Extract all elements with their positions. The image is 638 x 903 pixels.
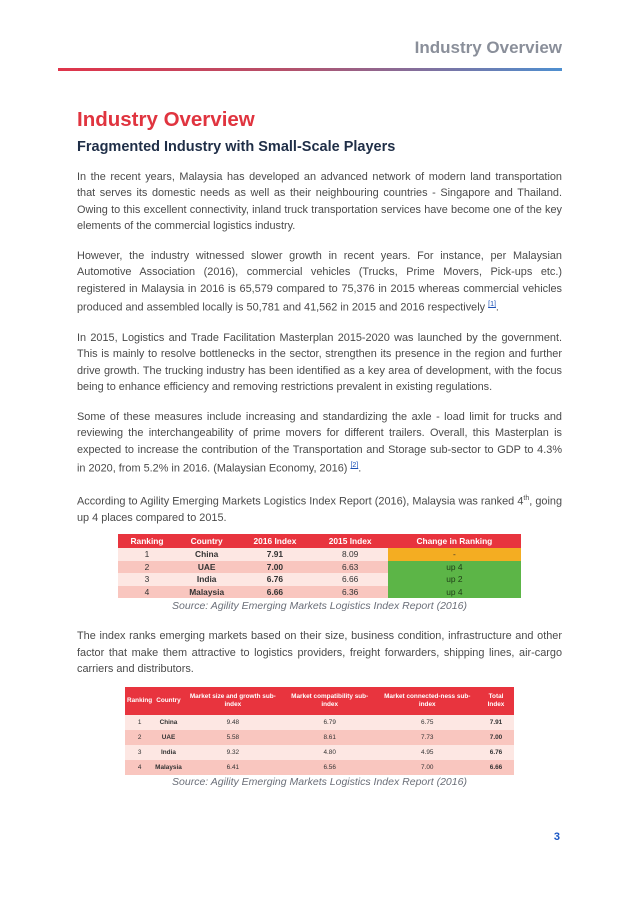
table-row	[118, 548, 521, 561]
table-cell: 5.58	[183, 730, 283, 745]
table-header-cell: Total Index	[478, 687, 514, 715]
header-divider	[58, 68, 562, 71]
table-cell: China	[176, 548, 237, 561]
table-cell: Malaysia	[176, 586, 237, 599]
table-cell: 6.66	[237, 586, 312, 599]
table-cell: 6.56	[283, 760, 376, 775]
sub-index-table-header-row	[125, 687, 514, 715]
paragraph-2-text: However, the industry witnessed slower growth in recent years. For instance, per Malaysian Automotive Association (2016), commercial vehicles (Trucks, Prime Movers, Pick-ups etc.) registered in Malaysia in 2016 is 65,579 compared to 75,376 in 2015 whereas commercial vehicles produced and assembled locally is 50,781 and 41,562 in 2015 and 2016 respectively	[77, 250, 562, 314]
table-cell: 7.91	[237, 548, 312, 561]
table-cell: 6.66	[478, 760, 514, 775]
table-header-cell: Change in Ranking	[388, 534, 521, 548]
table-cell: 1	[118, 548, 176, 561]
table-header-cell: 2016 Index	[237, 534, 312, 548]
table-2-caption: Source: Agility Emerging Markets Logistics Index Report (2016)	[172, 776, 467, 789]
change-cell: up 2	[388, 573, 521, 586]
paragraph-4: Some of these measures include increasing and standardizing the axle - load limit for trucks and reviewing the interchangeability of prime movers for different trailers. Overall, this Masterplan is expected to increase the contribution of the Transportation and Storage sub-sector to GDP to 4.3% in 2020, from 5.2% in 2016. (Malaysian Economy, 2016) [2].	[77, 411, 562, 475]
page-content	[77, 108, 562, 788]
table-header-cell: Ranking	[125, 687, 154, 715]
table-cell: 6.41	[183, 760, 283, 775]
table-cell: 4	[125, 760, 154, 775]
table-cell: 8.61	[283, 730, 376, 745]
table-cell: 4.95	[376, 745, 478, 760]
change-cell: -	[388, 548, 521, 561]
paragraph-2: However, the industry witnessed slower growth in recent years. For instance, per Malaysian Automotive Association (2016), commercial vehicles (Trucks, Prime Movers, Pick-ups etc.) registered in Malaysia in 2016 is 65,579 compared to 75,376 in 2015 whereas commercial vehicles produced and assembled locally is 50,781 and 41,562 in 2015 and 2016 respectively [1].	[77, 250, 562, 314]
table-cell: 7.00	[478, 730, 514, 745]
table-row	[125, 730, 514, 745]
table-cell: 4.80	[283, 745, 376, 760]
table-header-cell: Ranking	[118, 534, 176, 548]
table-cell: 9.32	[183, 745, 283, 760]
table-row	[125, 715, 514, 730]
change-cell: up 4	[388, 586, 521, 599]
paragraph-3: In 2015, Logistics and Trade Facilitation Masterplan 2015-2020 was launched by the government. This is mainly to resolve bottlenecks in the sector, strengthen its presence in the region and further drive growth. The trucking industry has been identified as a key area of development, with the focus being to enhance efficiency and removing restrictions prevalent in existing regulations.	[77, 332, 562, 393]
table-header-cell: Market compatibility sub-index	[283, 687, 376, 715]
table-header-cell: Country	[176, 534, 237, 548]
table-cell: 1	[125, 715, 154, 730]
table-cell: 4	[118, 586, 176, 599]
table-cell: UAE	[154, 730, 183, 745]
section-subtitle: Fragmented Industry with Small-Scale Players	[77, 139, 396, 155]
table-row	[118, 561, 521, 574]
running-header-title: Industry Overview	[414, 38, 562, 57]
ranking-table	[118, 534, 521, 598]
table-cell: 7.73	[376, 730, 478, 745]
reference-link-2[interactable]: [2]	[350, 462, 359, 470]
ranking-table-header-row	[118, 534, 521, 548]
paragraph-5-tail: , going up 4 places compared to 2015.	[77, 495, 563, 524]
table-1-caption: Source: Agility Emerging Markets Logistics Index Report (2016)	[172, 600, 467, 613]
table-cell: China	[154, 715, 183, 730]
table-row	[118, 586, 521, 599]
table-cell: 6.63	[313, 561, 388, 574]
table-cell: 7.91	[478, 715, 514, 730]
table-cell: Malaysia	[154, 760, 183, 775]
reference-link-1[interactable]: [1]	[488, 301, 496, 309]
table-row	[125, 760, 514, 775]
table-header-cell: Country	[154, 687, 183, 715]
table-cell: 3	[125, 745, 154, 760]
table-cell: UAE	[176, 561, 237, 574]
paragraph-5	[77, 491, 562, 526]
paragraph-6: The index ranks emerging markets based on their size, business condition, infrastructure and other factor that make them attractive to logistics providers, freight forwarders, shipping lines, air-cargo carriers and distributors.	[77, 630, 562, 675]
table-cell: 6.75	[376, 715, 478, 730]
table-header-cell: 2015 Index	[313, 534, 388, 548]
page-title: Industry Overview	[77, 108, 255, 131]
change-cell: up 4	[388, 561, 521, 574]
table-cell: 6.76	[237, 573, 312, 586]
sub-index-table	[125, 687, 514, 775]
table-cell: 8.09	[313, 548, 388, 561]
table-row	[125, 745, 514, 760]
table-header-cell: Market connected-ness sub-index	[376, 687, 478, 715]
paragraph-5-text: According to Agility Emerging Markets Logistics Index Report (2016), Malaysia was ranked 4	[77, 495, 524, 508]
table-header-cell: Market size and growth sub-index	[183, 687, 283, 715]
ordinal-suffix: th	[523, 495, 530, 502]
table-cell: 2	[118, 561, 176, 574]
table-cell: 7.00	[237, 561, 312, 574]
page-number: 3	[553, 831, 560, 843]
table-row	[118, 573, 521, 586]
table-cell: India	[154, 745, 183, 760]
table-cell: 6.79	[283, 715, 376, 730]
paragraph-1: In the recent years, Malaysia has developed an advanced network of modern land transportation that serves its domestic needs as well as their neighbouring countries - Singapore and Thailand. Owing to this excellent connectivity, inland truck transportation services have become one of the key elements of the commercial logistics industry.	[77, 171, 562, 232]
paragraph-4-text: Some of these measures include increasing and standardizing the axle - load limit for trucks and reviewing the interchangeability of prime movers for different trailers. Overall, this Masterplan is expected to increase the contribution of the Transportation and Storage sub-sector to GDP to 4.3% in 2020, from 5.2% in 2016. (Malaysian Economy, 2016)	[77, 411, 562, 475]
table-cell: 2	[125, 730, 154, 745]
table-cell: 3	[118, 573, 176, 586]
table-cell: 9.48	[183, 715, 283, 730]
table-cell: 6.36	[313, 586, 388, 599]
table-cell: 6.66	[313, 573, 388, 586]
table-cell: India	[176, 573, 237, 586]
table-cell: 6.76	[478, 745, 514, 760]
table-cell: 7.00	[376, 760, 478, 775]
